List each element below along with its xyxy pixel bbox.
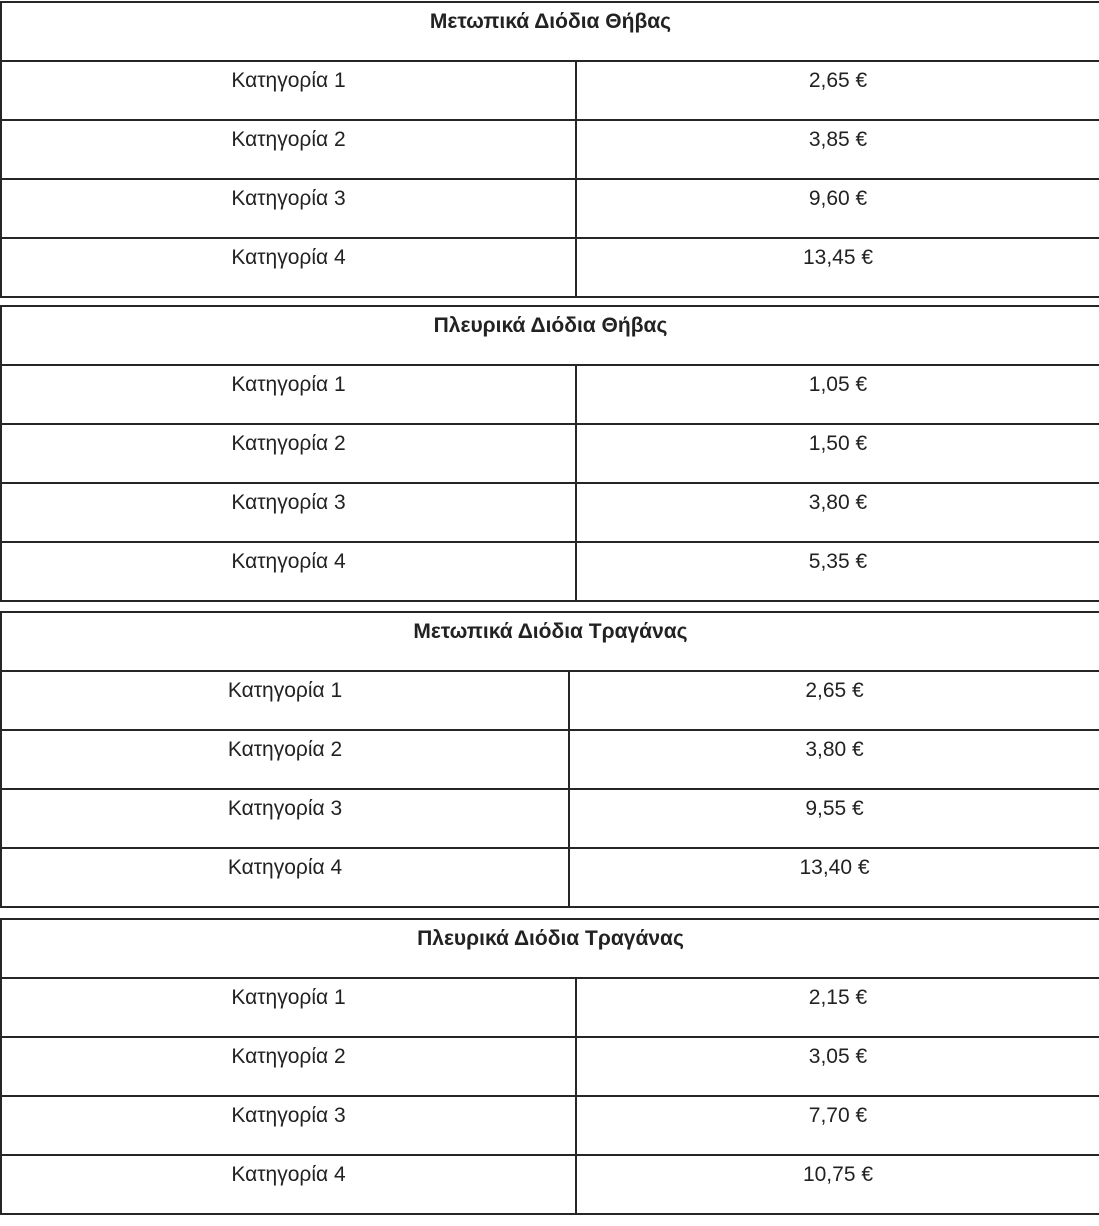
table-row	[1, 483, 1099, 542]
price-cell: 2,65 €	[576, 61, 1099, 120]
price-cell: 3,80 €	[576, 483, 1099, 542]
toll-table	[0, 611, 1099, 908]
table-row	[1, 978, 1099, 1037]
category-cell: Κατηγορία 1	[1, 365, 576, 424]
category-cell: Κατηγορία 3	[1, 179, 576, 238]
price-cell: 9,55 €	[569, 789, 1099, 848]
table-row	[1, 1155, 1099, 1214]
section-header-row	[1, 306, 1099, 365]
table-row	[1, 1037, 1099, 1096]
section-title: Πλευρικά Διόδια Θήβας	[1, 306, 1099, 365]
table-row	[1, 789, 1099, 848]
category-cell: Κατηγορία 2	[1, 120, 576, 179]
price-cell: 1,50 €	[576, 424, 1099, 483]
table-row	[1, 848, 1099, 907]
category-cell: Κατηγορία 2	[1, 1037, 576, 1096]
price-cell: 10,75 €	[576, 1155, 1099, 1214]
table-row	[1, 61, 1099, 120]
category-cell: Κατηγορία 3	[1, 483, 576, 542]
price-cell: 13,45 €	[576, 238, 1099, 297]
category-cell: Κατηγορία 2	[1, 730, 569, 789]
toll-section-tragana-side	[0, 918, 1099, 1215]
price-cell: 1,05 €	[576, 365, 1099, 424]
price-cell: 5,35 €	[576, 542, 1099, 601]
price-cell: 2,65 €	[569, 671, 1099, 730]
toll-section-thiva-side	[0, 305, 1099, 602]
table-row	[1, 1096, 1099, 1155]
price-cell: 3,85 €	[576, 120, 1099, 179]
category-cell: Κατηγορία 2	[1, 424, 576, 483]
table-row	[1, 671, 1099, 730]
category-cell: Κατηγορία 4	[1, 1155, 576, 1214]
price-cell: 3,80 €	[569, 730, 1099, 789]
toll-table	[0, 1, 1099, 298]
toll-table	[0, 918, 1099, 1215]
table-row	[1, 179, 1099, 238]
price-cell: 13,40 €	[569, 848, 1099, 907]
toll-table	[0, 305, 1099, 602]
category-cell: Κατηγορία 1	[1, 671, 569, 730]
table-row	[1, 238, 1099, 297]
table-row	[1, 542, 1099, 601]
price-cell: 2,15 €	[576, 978, 1099, 1037]
section-title: Μετωπικά Διόδια Θήβας	[1, 2, 1099, 61]
category-cell: Κατηγορία 4	[1, 848, 569, 907]
section-header-row	[1, 612, 1099, 671]
table-row	[1, 365, 1099, 424]
table-row	[1, 424, 1099, 483]
price-cell: 9,60 €	[576, 179, 1099, 238]
price-cell: 7,70 €	[576, 1096, 1099, 1155]
table-row	[1, 730, 1099, 789]
category-cell: Κατηγορία 1	[1, 61, 576, 120]
category-cell: Κατηγορία 3	[1, 1096, 576, 1155]
category-cell: Κατηγορία 3	[1, 789, 569, 848]
section-title: Πλευρικά Διόδια Τραγάνας	[1, 919, 1099, 978]
category-cell: Κατηγορία 4	[1, 542, 576, 601]
table-row	[1, 120, 1099, 179]
category-cell: Κατηγορία 1	[1, 978, 576, 1037]
category-cell: Κατηγορία 4	[1, 238, 576, 297]
section-title: Μετωπικά Διόδια Τραγάνας	[1, 612, 1099, 671]
price-cell: 3,05 €	[576, 1037, 1099, 1096]
toll-section-tragana-front	[0, 611, 1099, 908]
toll-section-thiva-front	[0, 1, 1099, 298]
section-header-row	[1, 919, 1099, 978]
section-header-row	[1, 2, 1099, 61]
